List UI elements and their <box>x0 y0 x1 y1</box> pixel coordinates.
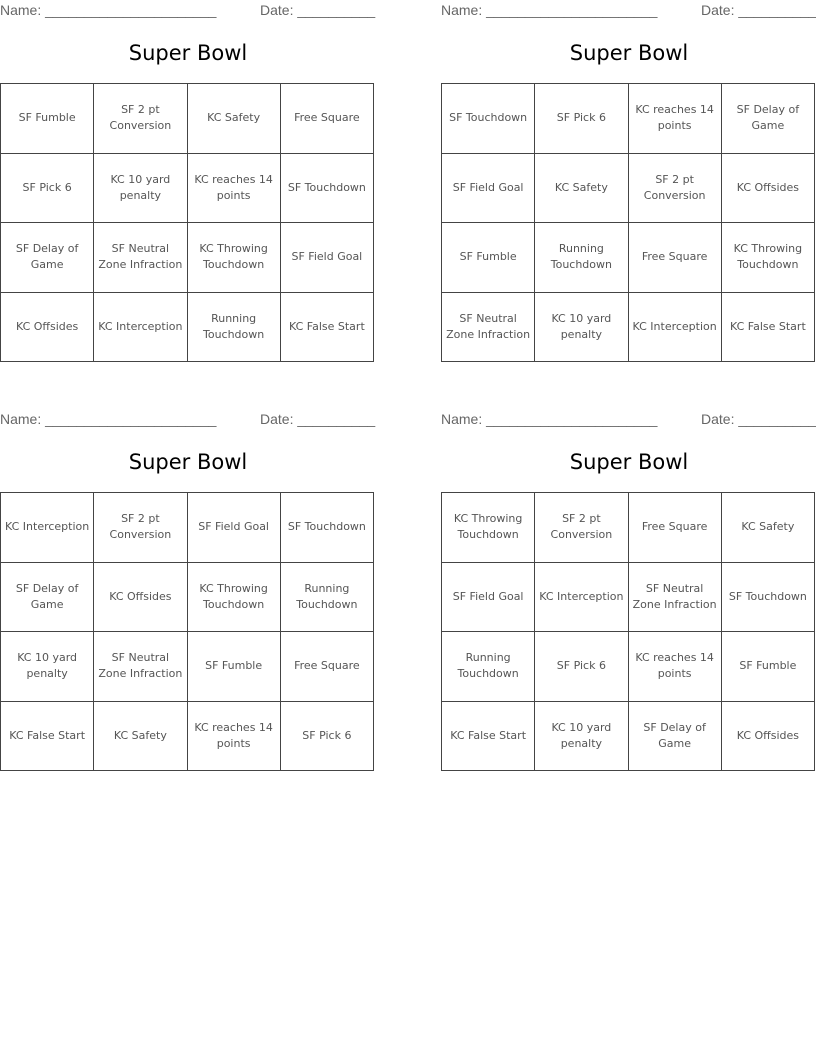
bingo-cell: SF Touchdown <box>721 562 814 632</box>
bingo-cell: Running Touchdown <box>280 562 373 632</box>
bingo-cell: Free Square <box>280 84 373 154</box>
bingo-cell: KC Interception <box>535 562 628 632</box>
bingo-cell: SF Field Goal <box>442 562 535 632</box>
bingo-card <box>0 409 376 789</box>
bingo-grid <box>0 83 374 362</box>
bingo-cell: KC False Start <box>721 292 814 362</box>
date-field-label: Date: __________ <box>260 411 376 427</box>
bingo-row <box>1 701 374 771</box>
date-field-label: Date: __________ <box>701 411 816 427</box>
bingo-cell: SF Pick 6 <box>280 701 373 771</box>
name-field-label: Name: ______________________ <box>0 2 217 18</box>
bingo-cell: SF Pick 6 <box>535 632 628 702</box>
bingo-cell: SF Neutral Zone Infraction <box>94 223 187 293</box>
bingo-cell: Free Square <box>280 632 373 702</box>
bingo-cell: Free Square <box>628 493 721 563</box>
bingo-cell: KC False Start <box>280 292 373 362</box>
bingo-cell: Running Touchdown <box>442 632 535 702</box>
bingo-row <box>442 292 815 362</box>
bingo-cell: KC Offsides <box>1 292 94 362</box>
bingo-cell: KC 10 yard penalty <box>1 632 94 702</box>
bingo-cell: KC Interception <box>1 493 94 563</box>
bingo-cell: KC Offsides <box>721 701 814 771</box>
bingo-cell: KC 10 yard penalty <box>535 292 628 362</box>
bingo-row <box>442 493 815 563</box>
bingo-cell: Running Touchdown <box>187 292 280 362</box>
bingo-row <box>1 153 374 223</box>
bingo-row <box>1 493 374 563</box>
bingo-cell: KC Throwing Touchdown <box>187 223 280 293</box>
bingo-cell: KC Safety <box>535 153 628 223</box>
bingo-cell: KC reaches 14 points <box>187 153 280 223</box>
bingo-cell: SF Delay of Game <box>628 701 721 771</box>
bingo-row <box>1 223 374 293</box>
bingo-grid <box>441 492 815 771</box>
bingo-cell: Running Touchdown <box>535 223 628 293</box>
date-field-label: Date: __________ <box>260 2 376 18</box>
bingo-cell: SF Fumble <box>187 632 280 702</box>
card-header <box>441 2 816 20</box>
name-field-label: Name: ______________________ <box>441 411 658 427</box>
bingo-cell: SF Pick 6 <box>535 84 628 154</box>
bingo-cell: SF Fumble <box>442 223 535 293</box>
bingo-row <box>442 84 815 154</box>
card-header <box>0 2 376 20</box>
bingo-card <box>441 409 816 789</box>
bingo-cell: SF Touchdown <box>280 153 373 223</box>
bingo-cell: SF Pick 6 <box>1 153 94 223</box>
bingo-row <box>1 84 374 154</box>
date-field-label: Date: __________ <box>701 2 816 18</box>
card-title: Super Bowl <box>128 41 248 65</box>
bingo-cell: SF Neutral Zone Infraction <box>628 562 721 632</box>
card-title: Super Bowl <box>128 450 248 474</box>
bingo-cell: KC 10 yard penalty <box>535 701 628 771</box>
bingo-row <box>1 632 374 702</box>
card-title: Super Bowl <box>569 41 689 65</box>
card-header <box>0 411 376 429</box>
bingo-row <box>442 223 815 293</box>
bingo-cell: SF Field Goal <box>187 493 280 563</box>
card-header <box>441 411 816 429</box>
bingo-cell: KC False Start <box>442 701 535 771</box>
bingo-row <box>1 562 374 632</box>
bingo-row <box>442 632 815 702</box>
card-title: Super Bowl <box>569 450 689 474</box>
bingo-cell: KC Safety <box>187 84 280 154</box>
bingo-cell: SF 2 pt Conversion <box>535 493 628 563</box>
bingo-cell: SF Delay of Game <box>1 223 94 293</box>
bingo-cell: SF Fumble <box>721 632 814 702</box>
bingo-cell: KC 10 yard penalty <box>94 153 187 223</box>
bingo-cell: SF Neutral Zone Infraction <box>442 292 535 362</box>
bingo-cell: SF 2 pt Conversion <box>628 153 721 223</box>
bingo-grid <box>0 492 374 771</box>
bingo-cell: KC Throwing Touchdown <box>721 223 814 293</box>
bingo-row <box>442 701 815 771</box>
bingo-cell: SF Field Goal <box>280 223 373 293</box>
bingo-cell: KC Safety <box>94 701 187 771</box>
bingo-cell: KC Offsides <box>721 153 814 223</box>
name-field-label: Name: ______________________ <box>0 411 217 427</box>
bingo-cell: KC reaches 14 points <box>187 701 280 771</box>
bingo-cell: KC Interception <box>628 292 721 362</box>
bingo-row <box>1 292 374 362</box>
bingo-cell: KC Throwing Touchdown <box>187 562 280 632</box>
bingo-cell: KC Safety <box>721 493 814 563</box>
bingo-cell: SF Fumble <box>1 84 94 154</box>
bingo-cell: SF 2 pt Conversion <box>94 493 187 563</box>
bingo-cell: SF Neutral Zone Infraction <box>94 632 187 702</box>
bingo-row <box>442 562 815 632</box>
bingo-cell: KC False Start <box>1 701 94 771</box>
bingo-cell: SF 2 pt Conversion <box>94 84 187 154</box>
bingo-cell: KC reaches 14 points <box>628 84 721 154</box>
bingo-cell: SF Field Goal <box>442 153 535 223</box>
bingo-cell: SF Touchdown <box>280 493 373 563</box>
name-field-label: Name: ______________________ <box>441 2 658 18</box>
bingo-cell: SF Delay of Game <box>721 84 814 154</box>
bingo-cell: KC Interception <box>94 292 187 362</box>
bingo-cell: Free Square <box>628 223 721 293</box>
bingo-card <box>0 0 376 380</box>
bingo-cell: SF Touchdown <box>442 84 535 154</box>
bingo-card <box>441 0 816 380</box>
bingo-cell: KC Offsides <box>94 562 187 632</box>
bingo-cell: SF Delay of Game <box>1 562 94 632</box>
bingo-row <box>442 153 815 223</box>
bingo-cell: KC Throwing Touchdown <box>442 493 535 563</box>
bingo-cell: KC reaches 14 points <box>628 632 721 702</box>
bingo-grid <box>441 83 815 362</box>
